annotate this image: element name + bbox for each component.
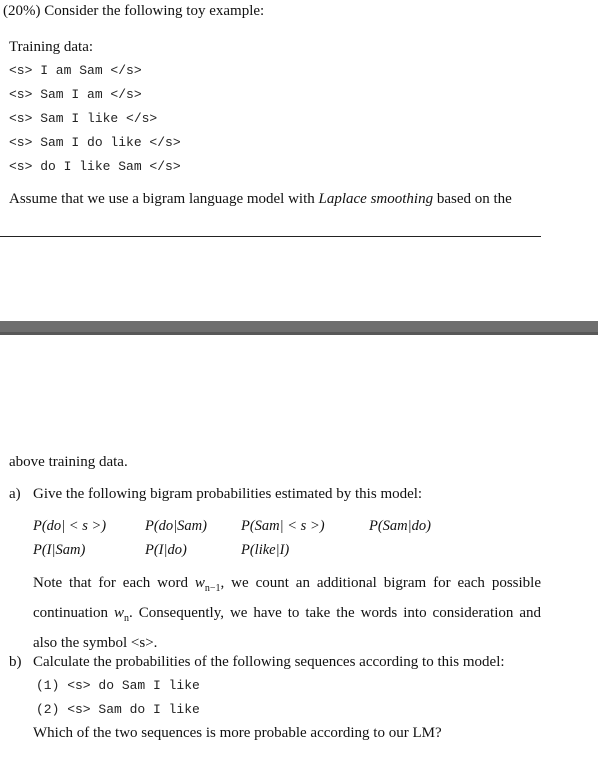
part-b-question: Which of the two sequences is more probable according to our LM?	[33, 725, 442, 741]
note-symbol: w	[113, 605, 124, 621]
note-text: Note that for each word	[33, 575, 195, 591]
part-a-marker: a)	[9, 486, 21, 502]
smoothing-note	[33, 571, 541, 655]
note-symbol: w	[194, 575, 205, 591]
assumption-italic: Laplace smoothing	[318, 191, 434, 207]
part-b-text: Calculate the probabilities of the following sequences according to this model:	[33, 654, 505, 670]
sequence-item: (2) <s> Sam do I like	[36, 702, 200, 717]
training-line: <s> Sam I am </s>	[9, 87, 142, 102]
training-line: <s> Sam I like </s>	[9, 111, 158, 126]
note-subscript: n	[123, 613, 129, 624]
page-break-bar	[0, 321, 598, 335]
assumption-text: Assume that we use a bigram language model with	[9, 191, 319, 207]
continued-sentence: above training data.	[9, 454, 128, 470]
training-line: <s> do I like Sam </s>	[9, 159, 181, 174]
note-subscript: n−1	[204, 583, 221, 594]
assumption-text-end: based on the	[433, 191, 512, 207]
probability-item: P(Sam|do)	[369, 518, 431, 534]
probability-item: P(do| < s >)	[33, 518, 107, 534]
training-line: <s> I am Sam </s>	[9, 63, 142, 78]
probability-item: P(I|do)	[145, 542, 187, 558]
probability-item: P(do|Sam)	[145, 518, 207, 534]
training-data-label: Training data:	[9, 39, 94, 55]
note-text: . Consequently, we have to take the words into consideration and also the symbol <s>.	[33, 605, 541, 651]
part-b-marker: b)	[9, 654, 22, 670]
probability-item: P(like|I)	[241, 542, 290, 558]
sequence-item: (1) <s> do Sam I like	[36, 678, 200, 693]
probability-item: P(I|Sam)	[33, 542, 86, 558]
divider-rule	[0, 236, 541, 237]
training-line: <s> Sam I do like </s>	[9, 135, 181, 150]
assumption-sentence	[9, 191, 512, 208]
part-a-text: Give the following bigram probabilities estimated by this model:	[33, 486, 423, 502]
note-text: , we count an additional bigram for each possible continuation	[33, 575, 541, 621]
probability-item: P(Sam| < s >)	[241, 518, 325, 534]
question-heading: (20%) Consider the following toy example:	[3, 3, 265, 19]
